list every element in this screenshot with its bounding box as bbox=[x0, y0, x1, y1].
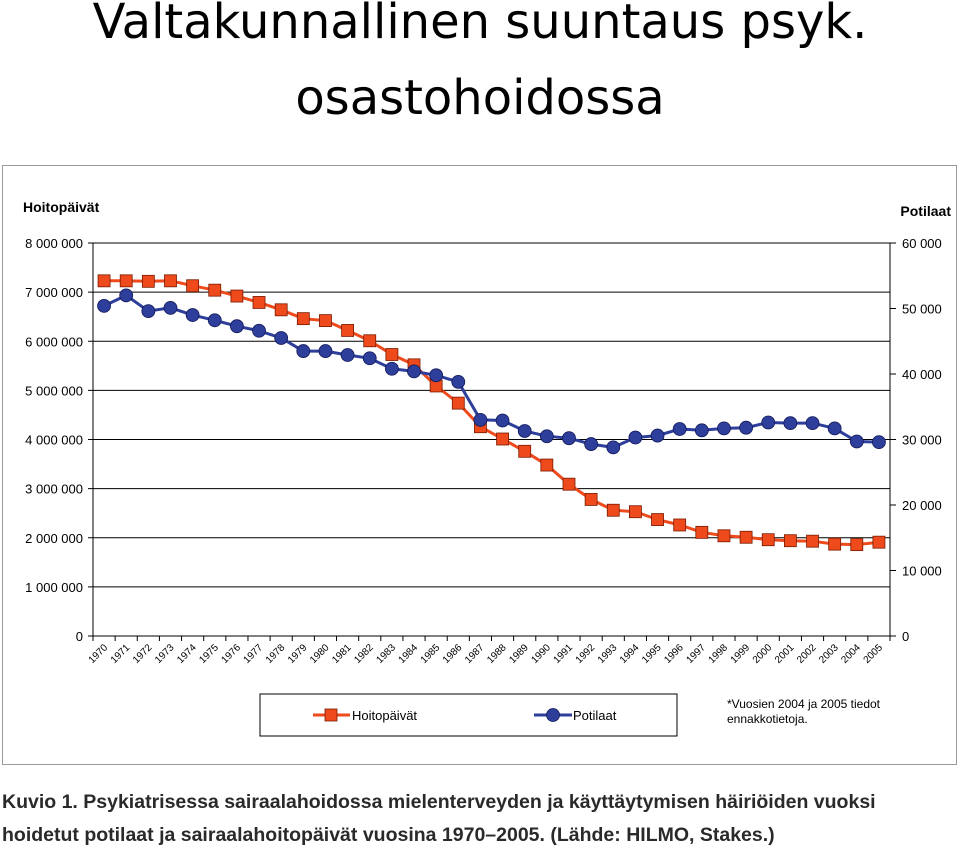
x-tick-label: 1998 bbox=[706, 642, 731, 666]
data-point-hoitopaivat bbox=[364, 335, 376, 347]
data-point-hoitopaivat bbox=[142, 275, 154, 287]
data-point-hoitopaivat bbox=[541, 459, 553, 471]
x-tick-label: 2003 bbox=[817, 642, 841, 666]
data-point-hoitopaivat bbox=[563, 478, 575, 490]
x-tick-label: 1995 bbox=[640, 642, 664, 666]
legend-label-potilaat: Potilaat bbox=[573, 708, 617, 723]
x-tick-label: 1997 bbox=[684, 642, 708, 666]
x-tick-label: 1971 bbox=[108, 642, 133, 666]
data-point-potilaat bbox=[496, 414, 509, 427]
y-axis-title: Hoitopäivät bbox=[23, 199, 100, 215]
data-point-potilaat bbox=[363, 352, 376, 365]
data-point-potilaat bbox=[695, 424, 708, 437]
data-point-potilaat bbox=[319, 345, 332, 358]
data-point-hoitopaivat bbox=[873, 536, 885, 548]
data-point-hoitopaivat bbox=[607, 504, 619, 516]
data-point-potilaat bbox=[452, 375, 465, 388]
y2-tick-label: 60 000 bbox=[902, 236, 942, 251]
x-tick-label: 1988 bbox=[485, 642, 509, 666]
y-tick-label: 7 000 000 bbox=[25, 285, 83, 301]
x-tick-label: 1982 bbox=[352, 642, 376, 666]
y2-tick-label: 0 bbox=[902, 629, 910, 644]
y2-axis-ticks bbox=[890, 236, 942, 644]
y2-tick-label: 20 000 bbox=[902, 498, 942, 513]
data-point-hoitopaivat bbox=[342, 324, 354, 336]
data-point-potilaat bbox=[186, 309, 199, 322]
data-point-potilaat bbox=[740, 421, 753, 434]
data-point-potilaat bbox=[385, 362, 398, 375]
data-point-potilaat bbox=[850, 435, 863, 448]
data-point-hoitopaivat bbox=[718, 530, 730, 542]
figure-caption bbox=[2, 786, 960, 852]
chart-legend bbox=[260, 694, 677, 736]
data-point-potilaat bbox=[120, 289, 133, 302]
data-point-hoitopaivat bbox=[519, 445, 531, 457]
data-point-potilaat bbox=[872, 436, 885, 449]
x-tick-label: 1985 bbox=[418, 642, 443, 666]
data-point-hoitopaivat bbox=[762, 534, 774, 546]
y2-tick-label: 40 000 bbox=[902, 367, 942, 382]
y-tick-label: 0 bbox=[75, 629, 83, 644]
data-point-potilaat bbox=[275, 331, 288, 344]
slide-title bbox=[0, 0, 960, 126]
data-point-hoitopaivat bbox=[187, 280, 199, 292]
x-tick-label: 2000 bbox=[750, 642, 775, 666]
data-point-hoitopaivat bbox=[98, 275, 110, 287]
data-point-hoitopaivat bbox=[497, 433, 509, 445]
data-point-potilaat bbox=[98, 299, 111, 312]
y2-tick-label: 10 000 bbox=[902, 563, 942, 579]
data-point-hoitopaivat bbox=[674, 519, 686, 531]
x-tick-label: 1978 bbox=[263, 642, 288, 666]
chart-grid bbox=[93, 243, 890, 636]
x-tick-label: 1994 bbox=[618, 642, 642, 666]
y-tick-label: 2 000 000 bbox=[25, 530, 83, 546]
data-point-hoitopaivat bbox=[275, 304, 287, 316]
y2-tick-label: 50 000 bbox=[902, 301, 942, 317]
caption-line1: Kuvio 1. Psykiatrisessa sairaalahoidossa mielenterveyden ja käyttäytymisen häiriöiden vuoksi bbox=[2, 791, 876, 813]
chart-svg bbox=[3, 166, 958, 766]
data-point-hoitopaivat bbox=[652, 514, 664, 526]
data-point-potilaat bbox=[806, 417, 819, 430]
x-tick-label: 2005 bbox=[861, 642, 886, 666]
x-tick-label: 1986 bbox=[440, 642, 465, 666]
data-point-potilaat bbox=[518, 424, 531, 437]
data-point-potilaat bbox=[607, 441, 620, 454]
data-point-potilaat bbox=[651, 429, 664, 442]
x-tick-label: 1975 bbox=[197, 642, 221, 666]
x-tick-label: 2004 bbox=[839, 642, 863, 666]
y2-tick-label: 30 000 bbox=[902, 432, 942, 448]
chart-frame bbox=[2, 165, 957, 765]
x-tick-label: 1987 bbox=[463, 642, 487, 666]
data-point-potilaat bbox=[673, 423, 686, 436]
x-tick-label: 1989 bbox=[507, 642, 531, 666]
x-tick-label: 2002 bbox=[795, 642, 819, 666]
y2-axis-title: Potilaat bbox=[900, 203, 951, 219]
y-tick-label: 1 000 000 bbox=[25, 579, 83, 595]
x-tick-label: 1981 bbox=[330, 642, 354, 666]
x-tick-label: 1977 bbox=[241, 642, 266, 666]
data-point-hoitopaivat bbox=[585, 493, 597, 505]
chart-note-line2: ennakkotietoja. bbox=[727, 712, 808, 726]
data-point-hoitopaivat bbox=[231, 290, 243, 302]
data-point-potilaat bbox=[341, 349, 354, 362]
data-point-potilaat bbox=[208, 314, 221, 327]
data-point-hoitopaivat bbox=[629, 506, 641, 518]
data-point-hoitopaivat bbox=[253, 296, 265, 308]
data-point-potilaat bbox=[474, 413, 487, 426]
x-tick-label: 1972 bbox=[130, 642, 155, 666]
y-tick-label: 4 000 000 bbox=[25, 432, 83, 448]
x-tick-label: 1980 bbox=[308, 642, 332, 666]
x-tick-label: 1976 bbox=[219, 642, 244, 666]
data-point-potilaat bbox=[762, 416, 775, 429]
data-point-hoitopaivat bbox=[209, 284, 221, 296]
x-tick-label: 1984 bbox=[396, 642, 421, 666]
y-tick-label: 6 000 000 bbox=[25, 334, 83, 350]
x-tick-label: 1990 bbox=[529, 642, 553, 666]
x-tick-label: 1999 bbox=[728, 642, 753, 666]
x-tick-label: 2001 bbox=[772, 642, 797, 666]
x-tick-label: 1996 bbox=[662, 642, 686, 666]
data-point-hoitopaivat bbox=[297, 313, 309, 325]
data-point-hoitopaivat bbox=[164, 275, 176, 287]
data-point-hoitopaivat bbox=[120, 275, 132, 287]
legend-label-hoitopaivat: Hoitopäivät bbox=[352, 708, 418, 723]
x-tick-label: 1991 bbox=[551, 642, 576, 666]
y-axis-ticks bbox=[25, 236, 93, 644]
slide-title-line1: Valtakunnallinen suuntaus psyk. bbox=[92, 0, 868, 50]
y-tick-label: 8 000 000 bbox=[25, 236, 83, 251]
data-point-potilaat bbox=[784, 417, 797, 430]
data-point-potilaat bbox=[585, 438, 598, 451]
data-point-potilaat bbox=[430, 369, 443, 382]
data-point-potilaat bbox=[297, 345, 310, 358]
data-point-hoitopaivat bbox=[452, 397, 464, 409]
x-tick-label: 1973 bbox=[153, 642, 177, 666]
data-point-hoitopaivat bbox=[319, 315, 331, 327]
caption-line2: hoidetut potilaat ja sairaalahoitopäivät vuosina 1970–2005. (Lähde: HILMO, Stakes.) bbox=[2, 824, 775, 846]
data-point-potilaat bbox=[164, 301, 177, 314]
x-tick-label: 1970 bbox=[86, 642, 111, 666]
x-tick-label: 1974 bbox=[175, 642, 199, 666]
data-point-hoitopaivat bbox=[740, 531, 752, 543]
legend-marker-potilaat bbox=[547, 709, 560, 722]
data-point-hoitopaivat bbox=[807, 535, 819, 547]
y-tick-label: 5 000 000 bbox=[25, 383, 83, 399]
data-point-potilaat bbox=[629, 431, 642, 444]
data-point-potilaat bbox=[230, 320, 243, 333]
data-point-hoitopaivat bbox=[851, 539, 863, 551]
y-tick-label: 3 000 000 bbox=[25, 481, 83, 497]
data-point-potilaat bbox=[562, 432, 575, 445]
data-point-potilaat bbox=[253, 324, 266, 337]
data-point-hoitopaivat bbox=[386, 349, 398, 361]
legend-marker-hoitopaivat bbox=[325, 709, 337, 721]
x-tick-label: 1983 bbox=[374, 642, 398, 666]
data-point-hoitopaivat bbox=[829, 538, 841, 550]
x-tick-label: 1979 bbox=[285, 642, 310, 666]
data-point-potilaat bbox=[142, 305, 155, 318]
x-axis-ticks bbox=[87, 636, 890, 666]
data-point-potilaat bbox=[540, 430, 553, 443]
data-point-hoitopaivat bbox=[696, 526, 708, 538]
data-point-potilaat bbox=[828, 422, 841, 435]
data-point-hoitopaivat bbox=[784, 535, 796, 547]
x-tick-label: 1992 bbox=[573, 642, 598, 666]
data-point-potilaat bbox=[408, 365, 421, 378]
data-point-potilaat bbox=[717, 422, 730, 435]
chart-note-line1: *Vuosien 2004 ja 2005 tiedot bbox=[727, 697, 881, 711]
slide-title-line2: osastohoidossa bbox=[295, 70, 665, 126]
x-tick-label: 1993 bbox=[595, 642, 620, 666]
chart-series bbox=[98, 275, 886, 551]
